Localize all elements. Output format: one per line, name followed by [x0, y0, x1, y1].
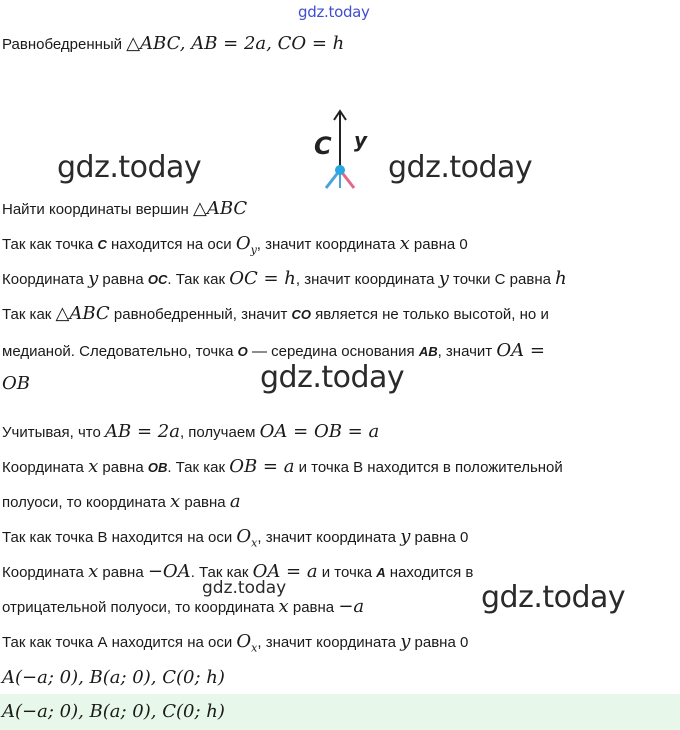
line-result: A(−a; 0), B(a; 0), C(0; h): [2, 667, 225, 688]
label-y: y: [354, 128, 368, 152]
line-7: OB: [2, 373, 30, 394]
line-12: Координата x равна −OA. Так как OA = a и точка А находится в: [2, 561, 474, 582]
line-6: медианой. Следовательно, точка О — середина основания АВ, значит OA =: [2, 340, 545, 361]
line-14: Так как точка А находится на оси $O_x$, значит координата y равна 0: [2, 631, 469, 655]
line-8: Учитывая, что AB = 2a, получаем OA = OB = a: [2, 421, 380, 442]
watermark-middle: gdz.today: [260, 360, 405, 395]
axis-figure: [312, 108, 382, 194]
line-given: Равнобедренный △ABC, AB = 2a, CO = h: [2, 33, 345, 54]
watermark-right: gdz.today: [388, 150, 533, 185]
line-11: Так как точка В находится на оси $O_x$, значит координата y равна 0: [2, 526, 469, 550]
watermark-lower-small: gdz.today: [202, 578, 287, 598]
line-answer: A(−a; 0), B(a; 0), C(0; h): [2, 701, 225, 722]
line-10: полуоси, то координата x равна a: [2, 491, 241, 512]
label-c: C: [314, 132, 332, 160]
line-3: Так как точка C находится на оси $O_y$, значит координата x равна 0: [2, 233, 468, 257]
line-9: Координата x равна ОВ. Так как OB = a и точка В находится в положительной: [2, 456, 563, 477]
line-4: Координата y равна ОС. Так как OC = h, значит координата y точки С равна h: [2, 268, 567, 289]
line-5: Так как △ABC равнобедренный, значит СО является не только высотой, но и: [2, 303, 549, 324]
line-13: отрицательной полуоси, то координата x равна −a: [2, 596, 365, 617]
watermark-top: gdz.today: [298, 3, 370, 21]
point-c-marker: [335, 165, 345, 175]
watermark-lower-right: gdz.today: [481, 580, 626, 615]
watermark-left: gdz.today: [57, 150, 202, 185]
line-task: Найти координаты вершин △ABC: [2, 198, 248, 219]
